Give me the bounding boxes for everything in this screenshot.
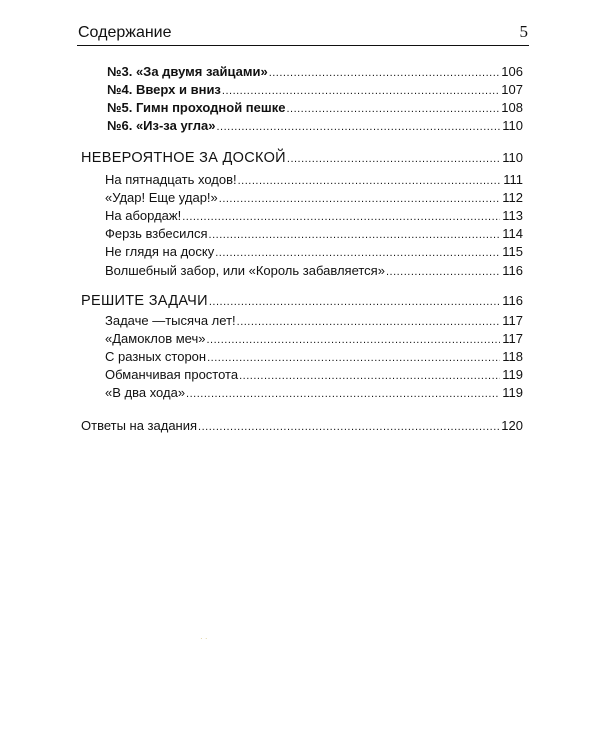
toc-entry-title: С разных сторон: [105, 349, 207, 364]
leader-dots: [209, 294, 500, 310]
toc-entry-page: 118: [502, 349, 523, 364]
toc-entry: [107, 118, 523, 135]
toc-entry: [105, 226, 523, 243]
leader-dots: [206, 332, 500, 348]
toc-entry: [107, 64, 523, 81]
leader-dots: [209, 227, 500, 243]
toc-entry-title: «В два хода»: [105, 385, 186, 400]
toc-entry-title: Ответы на задания: [81, 418, 198, 433]
toc-entry-title: «Удар! Еще удар!»: [105, 190, 218, 205]
toc-entry-title: «Дамоклов меч»: [105, 331, 206, 346]
toc-entry: [105, 385, 523, 402]
toc-entry-answers: [81, 418, 523, 435]
toc-section-page: 110: [502, 150, 523, 165]
leader-dots: [198, 419, 500, 435]
leader-dots: [269, 65, 500, 81]
toc-entry: [105, 313, 523, 330]
leader-dots: [207, 350, 500, 366]
leader-dots: [386, 264, 500, 280]
toc-entry-title: На абордаж!: [105, 208, 182, 223]
leader-dots: [186, 386, 500, 402]
leader-dots: [182, 209, 500, 225]
toc-entry-page: 111: [503, 172, 523, 187]
toc-entry-page: 116: [502, 263, 523, 278]
toc-entry: [105, 367, 523, 384]
leader-dots: [237, 314, 500, 330]
toc-entry-title: Обманчивая простота: [105, 367, 239, 382]
paper-specks: · ·: [200, 634, 208, 643]
leader-dots: [222, 83, 500, 99]
toc-entry: [105, 208, 523, 225]
toc-entry-page: 114: [502, 226, 523, 241]
toc-section: [81, 293, 523, 310]
leader-dots: [239, 368, 500, 384]
running-head-title: Содержание: [78, 24, 172, 41]
toc-entry-page: 110: [502, 118, 523, 133]
toc-entry-title: Задаче —тысяча лет!: [105, 313, 236, 328]
toc-entry-page: 107: [501, 82, 523, 97]
toc-entry-title: №4. Вверх и вниз: [107, 82, 221, 97]
leader-dots: [286, 101, 500, 117]
leader-dots: [215, 245, 500, 261]
page-number: 5: [519, 22, 528, 41]
toc-entry-page: 119: [502, 385, 523, 400]
header-rule: [77, 45, 529, 46]
leader-dots: [219, 191, 500, 207]
toc-entry-title: №5. Гимн проходной пешке: [107, 100, 286, 115]
leader-dots: [287, 151, 500, 167]
toc-entry-page: 112: [502, 190, 523, 205]
toc-entry-page: 108: [501, 100, 523, 115]
toc-entry: [105, 349, 523, 366]
toc-entry: [105, 172, 523, 189]
toc-entry-title: Ферзь взбесился: [105, 226, 208, 241]
toc-entry-page: 113: [502, 208, 523, 223]
toc-entry-page: 106: [501, 64, 523, 79]
toc-entry: [105, 244, 523, 261]
toc-entry: [107, 82, 523, 99]
toc-entry-page: 115: [502, 244, 523, 259]
toc-entry-title: №6. «Из-за угла»: [107, 118, 216, 133]
toc-entry-title: Не глядя на доску: [105, 244, 215, 259]
toc-entry: [105, 331, 523, 348]
toc-section: [81, 150, 523, 167]
toc-entry-page: 120: [501, 418, 523, 433]
toc-entry-title: Волшебный забор, или «Король забавляется»: [105, 263, 385, 278]
toc-entry-page: 117: [502, 331, 523, 346]
leader-dots: [238, 173, 500, 189]
toc-entry-title: №3. «За двумя зайцами»: [107, 64, 268, 79]
toc-entry-page: 117: [502, 313, 523, 328]
toc-section-title: РЕШИТЕ ЗАДАЧИ: [81, 293, 208, 309]
toc-entry: [105, 263, 523, 280]
toc-entry: [105, 190, 523, 207]
toc-entry: [107, 100, 523, 117]
leader-dots: [216, 119, 500, 135]
toc-section-page: 116: [502, 293, 523, 308]
toc-section-title: НЕВЕРОЯТНОЕ ЗА ДОСКОЙ: [81, 150, 286, 166]
toc-entry-page: 119: [502, 367, 523, 382]
toc-entry-title: На пятнадцать ходов!: [105, 172, 237, 187]
running-head: [78, 22, 528, 42]
